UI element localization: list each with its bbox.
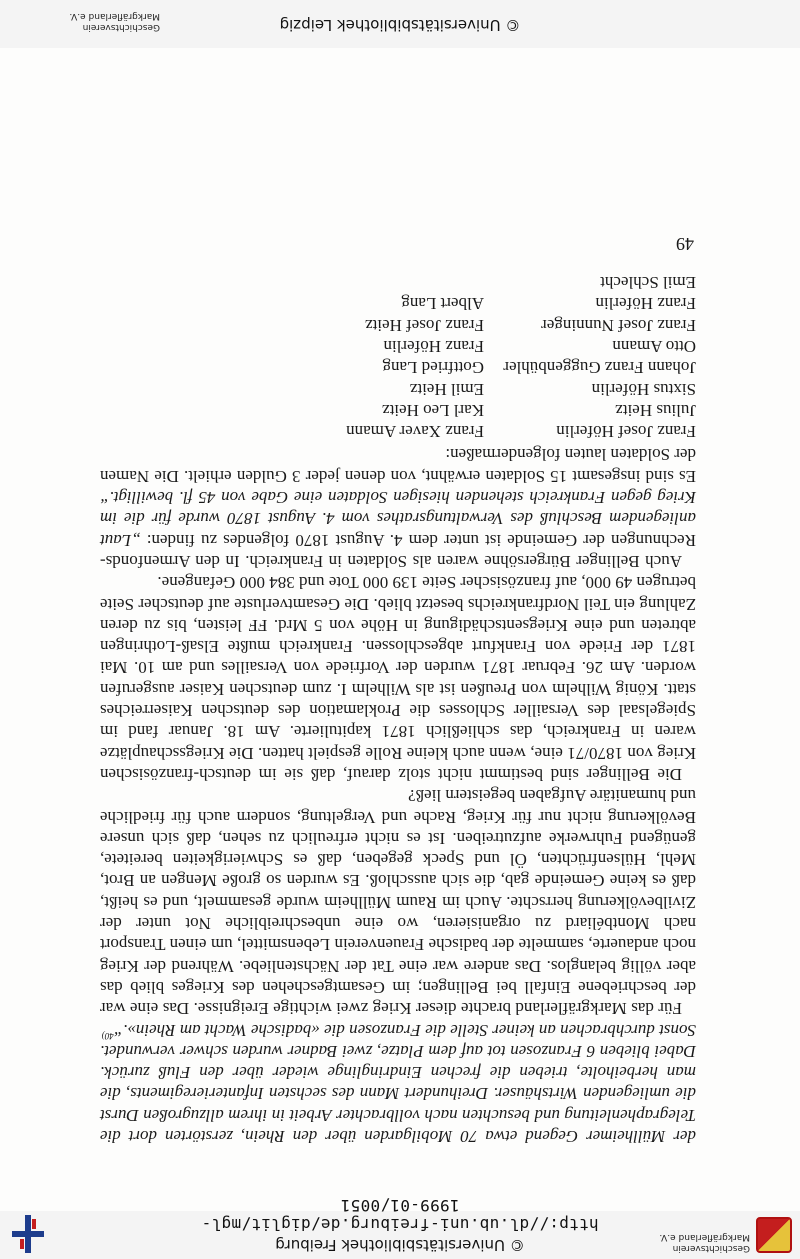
footer-copyright: © Universitätsbibliothek Leipzig	[279, 16, 521, 34]
paragraph-3-end: Es sind insgesamt 15 Soldaten erwähnt, von denen jeder 3 Gulden erhielt. Die Namen der Soldaten lauten folgendermaßen:	[100, 445, 696, 486]
soldier-name: Franz Josef Heitz	[365, 315, 484, 335]
soldier-name: Karl Leo Heitz	[382, 400, 484, 420]
soldier-name: Franz Josef Höferlin	[556, 422, 696, 442]
header-org-name: Geschichtsverein Markgräflerland e.V.	[659, 1232, 750, 1253]
soldier-names-list	[100, 272, 696, 442]
soldier-name: Franz Xaver Amann	[346, 422, 484, 442]
soldier-name: Emil Schlecht	[600, 273, 696, 293]
soldier-name: Emil Heitz	[409, 379, 484, 399]
footnote-ref: 40)	[101, 1030, 114, 1041]
soldier-name: Franz Höferlin	[383, 337, 484, 357]
page-number: 49	[676, 233, 694, 254]
soldier-name: Gottfried Lang	[382, 358, 484, 378]
header-copyright: © Universitätsbibliothek Freiburg	[275, 1236, 525, 1254]
paragraph-2: Die Bellinger sind bestimmt nicht stolz darauf, daß sie im deutsch-französischen Krieg von 1870/71 eine, wenn auch kleine Rolle gespielt hatten. Die Kriegsschauplätze waren in Frankreich, das schließlich 1871 kapitulierte. Am 18. Januar fand im Spiegelsaal des Versailler Schlosses die Proklamation des deutschen Kaiserreiches statt. König Wilhelm von Preußen ist als Wilhelm I. zum deutschen Kaiser ausgerufen worden. Am 26. Februar 1871 wurden der Vorfriede von Versailles und am 10. Mai 1871 der Friede von Frankfurt abgeschlossen. Frankreich mußte Elsaß-Lothringen abtreten und eine Kriegsentschädigung in Höhe von 5 Mrd. FF leisten, bis zu deren Zahlung ein Teil Nordfrankreichs besetzt blieb. Die Gesamtverluste auf deutscher Seite betrugen 49 000, auf französischer Seite 139 000 Tote und 384 000 Gefangene.	[100, 573, 696, 784]
paragraph-3-start: Auch Bellinger Bürgersöhne waren als Soldaten in Frankreich. In den Armenfonds-Rechnungen der Gemeinde ist unter dem 4. August 1870 folgendes zu finden:	[100, 530, 696, 571]
quote-text: der Müllheimer Gegend etwa 70 Mobilgarden über den Rhein, zerstörten dort die Telegraphenleitung und besuchten nach vollbrachter Arbeit in ihrem allzugroßen Durst die umliegenden Wirtshäuser. Dreihundert Mann des sechsten Infanterieregiments, die man herbeiholte, trieben die frechen Eindringlinge wieder über den Fluß zurück. Dabei blieben 6 Franzosen tot auf dem Platze, zwei Badner wurden schwer verwundet. Sonst durchbrachen an keiner Stelle die Franzosen die «badische Wacht am Rhein».“	[100, 1020, 696, 1146]
name-row	[100, 336, 696, 357]
header-bar	[0, 1196, 800, 1259]
name-row	[100, 421, 696, 442]
society-logo	[756, 1217, 792, 1253]
soldier-name: Franz Höferlin	[595, 294, 696, 314]
name-row	[100, 272, 696, 293]
name-row	[100, 314, 696, 335]
name-row	[100, 293, 696, 314]
name-row	[100, 357, 696, 378]
library-logo	[8, 1215, 48, 1255]
name-row	[100, 400, 696, 421]
soldier-name: Johann Franz Guggenbühler	[503, 358, 696, 378]
footer-bar	[0, 0, 800, 48]
paragraph-3	[100, 444, 696, 572]
soldier-name: Otto Amann	[612, 337, 696, 357]
header-url[interactable]: http://dl.ub.uni-freiburg.de/diglit/mgl-1999-01/0051	[201, 1196, 599, 1234]
soldier-name: Sixtus Höferlin	[591, 379, 696, 399]
paragraph-3-quote: „Laut anliegendem Beschluß des Verwaltungsrathes vom 4. August 1870 wurde für die im Krieg gegen Frankreich stehenden hiesigen Soldaten eine Gabe von 45 fl. bewilligt.“	[100, 488, 696, 550]
soldier-name: Franz Josef Nunninger	[541, 315, 696, 335]
paragraph-1: Für das Markgräflerland brachte dieser Krieg zwei wichtige Ereignisse. Das eine war der beschriebene Einfall bei Bellingen; im Gesamtgeschehen des Krieges blieb das aber völlig belanglos. Das andere war eine Tat der Nächstenliebe. Während der Krieg noch andauerte, sammelte der badische Frauenverein Lebensmittel, um einen Transport nach Montbéliard zu organisieren, wo eine unbeschreibliche Not unter der Zivilbevölkerung herrschte. Auch im Raum Müllheim wurde gesammelt, und es heißt, daß es keine Gemeinde gab, die sich ausschloß. Es wurden so große Mengen an Brot, Mehl, Hülsenfrüchten, Öl und Speck gegeben, daß es Schwierigkeiten bereitete, genügend Fuhrwerke aufzutreiben. Ist es nicht erfreulich zu sehen, daß sich unsere Bevölkerung nicht nur für Krieg, Rache und Vergeltung, sondern auch für friedliche und humanitäre Aufgaben begeistern ließ?	[100, 786, 696, 1019]
footer-org-name: Geschichtsverein Markgräflerland e.V.	[69, 11, 160, 32]
quote-block	[100, 1019, 696, 1147]
soldier-name: Julius Heitz	[615, 400, 696, 420]
document-body	[100, 233, 696, 1147]
soldier-name: Albert Lang	[401, 294, 484, 314]
name-row	[100, 378, 696, 399]
